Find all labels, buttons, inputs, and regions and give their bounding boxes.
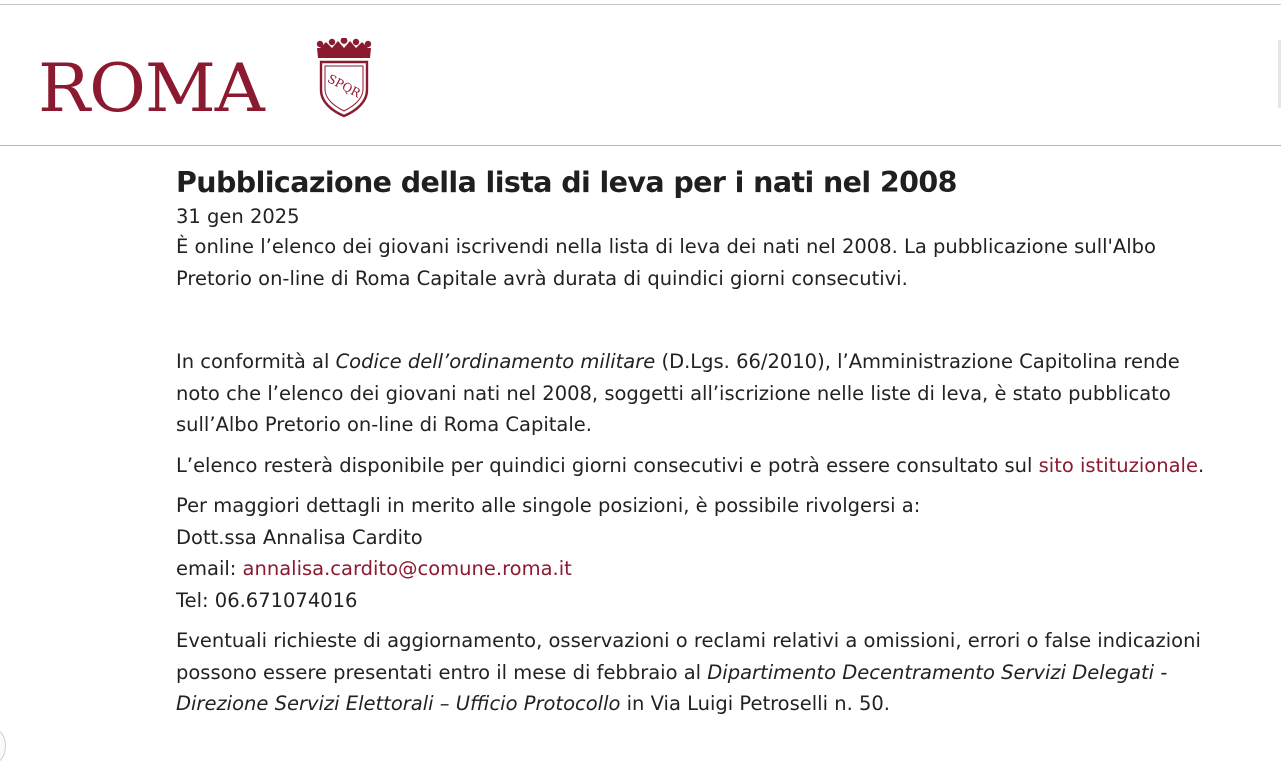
spqr-crest-icon xyxy=(314,38,374,118)
contact-tel: Tel: 06.671074016 xyxy=(176,588,358,612)
codice-reference: Codice dell’ordinamento militare xyxy=(335,350,656,373)
contact-intro: Per maggiori dettagli in merito alle singole posizioni, è possibile rivolgersi a: xyxy=(176,494,921,517)
email-link[interactable]: annalisa.cardito@comune.roma.it xyxy=(242,557,572,580)
site-header xyxy=(0,5,1281,145)
contact-email: email: annalisa.cardito@comune.roma.it xyxy=(176,557,572,580)
contact-name: Dott.ssa Annalisa Cardito xyxy=(176,525,423,549)
floating-widget-edge[interactable] xyxy=(0,728,6,764)
intro-paragraph: È online l’elenco dei giovani iscrivendi nella lista di leva dei nati nel 2008. La pubblicazione sull'Albo Pretorio on-line di Roma Capitale avrà durata di quindici giorni consecutivi. xyxy=(176,235,1156,290)
svg-text:SPQR: SPQR xyxy=(325,71,363,101)
article xyxy=(176,163,1226,720)
sito-istituzionale-link[interactable]: sito istituzionale xyxy=(1038,453,1198,477)
logo-wordmark: ROMA xyxy=(38,50,264,127)
paragraph-disponibile: L’elenco resterà disponibile per quindici giorni consecutivi e potrà essere consultato sul sito istituzionale. xyxy=(176,453,1205,477)
contact-block xyxy=(176,490,1226,616)
paragraph-richieste: Eventuali richieste di aggiornamento, osservazioni o reclami relativi a omissioni, errori o false indicazioni possono essere presentati entro il mese di febbraio al Dipartimento Decentramento Servizi Delegati - Direzione Servizi Elettorali – Ufficio Protocollo in Via Luigi Petroselli n. 50. xyxy=(176,629,1201,715)
publish-date: 31 gen 2025 xyxy=(176,205,300,228)
dipartimento-reference: Dipartimento Decentramento Servizi Delegati - Direzione Servizi Elettorali – Ufficio Protocollo xyxy=(176,660,1168,715)
paragraph-conformita: In conformità al Codice dell’ordinamento militare (D.Lgs. 66/2010), l’Amministrazione Capitolina rende noto che l’elenco dei giovani nati nel 2008, soggetti all’iscrizione nelle liste di leva, è stato pubblicato sull’Albo Pretorio on-line di Roma Capitale. xyxy=(176,350,1180,436)
roma-logo[interactable] xyxy=(38,38,363,127)
page-title: Pubblicazione della lista di leva per i nati nel 2008 xyxy=(176,166,957,199)
header-divider xyxy=(0,145,1281,146)
